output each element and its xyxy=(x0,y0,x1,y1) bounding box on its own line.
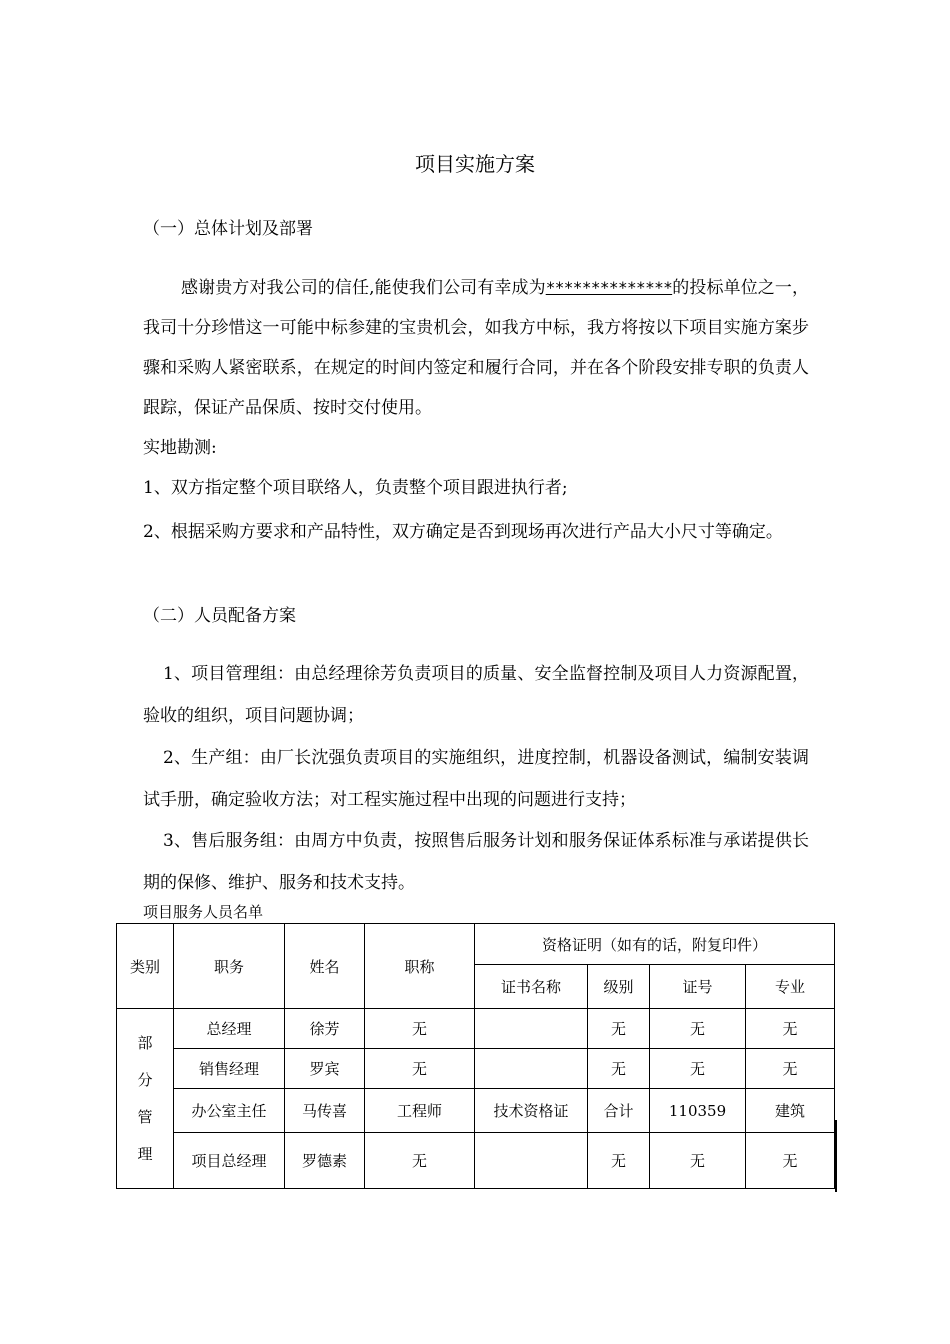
cell-cert-no: 无 xyxy=(650,1049,746,1089)
cell-cert-name xyxy=(475,1009,588,1049)
cell-cert-no: 无 xyxy=(650,1133,746,1189)
category-char: 理 xyxy=(137,1144,153,1163)
header-category: 类别 xyxy=(117,924,174,1009)
header-cert-no: 证号 xyxy=(650,965,746,1009)
cell-title: 无 xyxy=(365,1133,475,1189)
cell-specialty: 无 xyxy=(746,1133,835,1189)
category-char: 部 xyxy=(137,1033,153,1052)
header-cert-name: 证书名称 xyxy=(475,965,588,1009)
intro-text-after: 的投标单位之一，我司十分珍惜这一可能中标参建的宝贵机会，如我方中标，我方将按以下项目实施方案步骤和采购人紧密联系，在规定的时间内签定和履行合同，并在各个阶段安排专职的负责人跟踪，保证产品保质、按时交付使用。 xyxy=(143,278,810,418)
intro-paragraph xyxy=(143,268,809,428)
cell-specialty: 无 xyxy=(746,1049,835,1089)
category-cell xyxy=(117,1009,174,1189)
table-caption: 项目服务人员名单 xyxy=(143,903,264,921)
cell-level: 无 xyxy=(588,1009,650,1049)
table-row xyxy=(117,1133,835,1189)
category-char: 管 xyxy=(137,1107,153,1126)
cell-position: 办公室主任 xyxy=(174,1089,285,1133)
section-heading-overall-plan: （一）总体计划及部署 xyxy=(143,219,313,239)
cell-level: 合计 xyxy=(588,1089,650,1133)
survey-label: 实地勘测: xyxy=(143,438,217,458)
survey-item-1: 1、双方指定整个项目联络人，负责整个项目跟进执行者; xyxy=(143,478,568,498)
cell-specialty: 无 xyxy=(746,1009,835,1049)
cell-cert-name: 技术资格证 xyxy=(475,1089,588,1133)
cell-name: 徐芳 xyxy=(285,1009,365,1049)
cell-title: 无 xyxy=(365,1009,475,1049)
section-heading-staffing: （二）人员配备方案 xyxy=(143,606,296,626)
document-title: 项目实施方案 xyxy=(415,152,535,176)
table-right-border-accent xyxy=(835,1120,837,1192)
cell-name: 马传喜 xyxy=(285,1089,365,1133)
staffing-item-3: 3、售后服务组：由周方中负责，按照售后服务计划和服务保证体系标准与承诺提供长期的保修、维护、服务和技术支持。 xyxy=(143,831,809,893)
cell-cert-name xyxy=(475,1133,588,1189)
header-specialty: 专业 xyxy=(746,965,835,1009)
cell-specialty: 建筑 xyxy=(746,1089,835,1133)
cell-title: 工程师 xyxy=(365,1089,475,1133)
table-row xyxy=(117,1009,835,1049)
survey-item-2: 2、根据采购方要求和产品特性，双方确定是否到现场再次进行产品大小尺寸等确定。 xyxy=(143,522,783,542)
header-level: 级别 xyxy=(588,965,650,1009)
cell-cert-name xyxy=(475,1049,588,1089)
cell-title: 无 xyxy=(365,1049,475,1089)
staff-table xyxy=(116,923,835,1189)
header-name: 姓名 xyxy=(285,924,365,1009)
header-qualification: 资格证明（如有的话，附复印件） xyxy=(475,924,835,965)
cell-cert-no: 无 xyxy=(650,1009,746,1049)
header-title: 职称 xyxy=(365,924,475,1009)
cell-position: 销售经理 xyxy=(174,1049,285,1089)
staffing-item-2: 2、生产组：由厂长沈强负责项目的实施组织，进度控制，机器设备测试，编制安装调试手册，确定验收方法；对工程实施过程中出现的问题进行支持； xyxy=(143,748,809,810)
category-char: 分 xyxy=(137,1070,153,1089)
masked-project-name: ************** xyxy=(545,278,673,297)
staffing-item-1: 1、项目管理组：由总经理徐芳负责项目的质量、安全监督控制及项目人力资源配置，验收的组织，项目问题协调； xyxy=(143,664,809,726)
table-row xyxy=(117,1089,835,1133)
table-row xyxy=(117,1049,835,1089)
cell-name: 罗宾 xyxy=(285,1049,365,1089)
cell-position: 项目总经理 xyxy=(174,1133,285,1189)
cell-level: 无 xyxy=(588,1049,650,1089)
cell-name: 罗德素 xyxy=(285,1133,365,1189)
cell-level: 无 xyxy=(588,1133,650,1189)
cell-position: 总经理 xyxy=(174,1009,285,1049)
header-position: 职务 xyxy=(174,924,285,1009)
cell-cert-no: 110359 xyxy=(650,1089,746,1133)
intro-text-before: 感谢贵方对我公司的信任,能使我们公司有幸成为 xyxy=(181,278,546,298)
table-header-row-1 xyxy=(117,924,835,965)
